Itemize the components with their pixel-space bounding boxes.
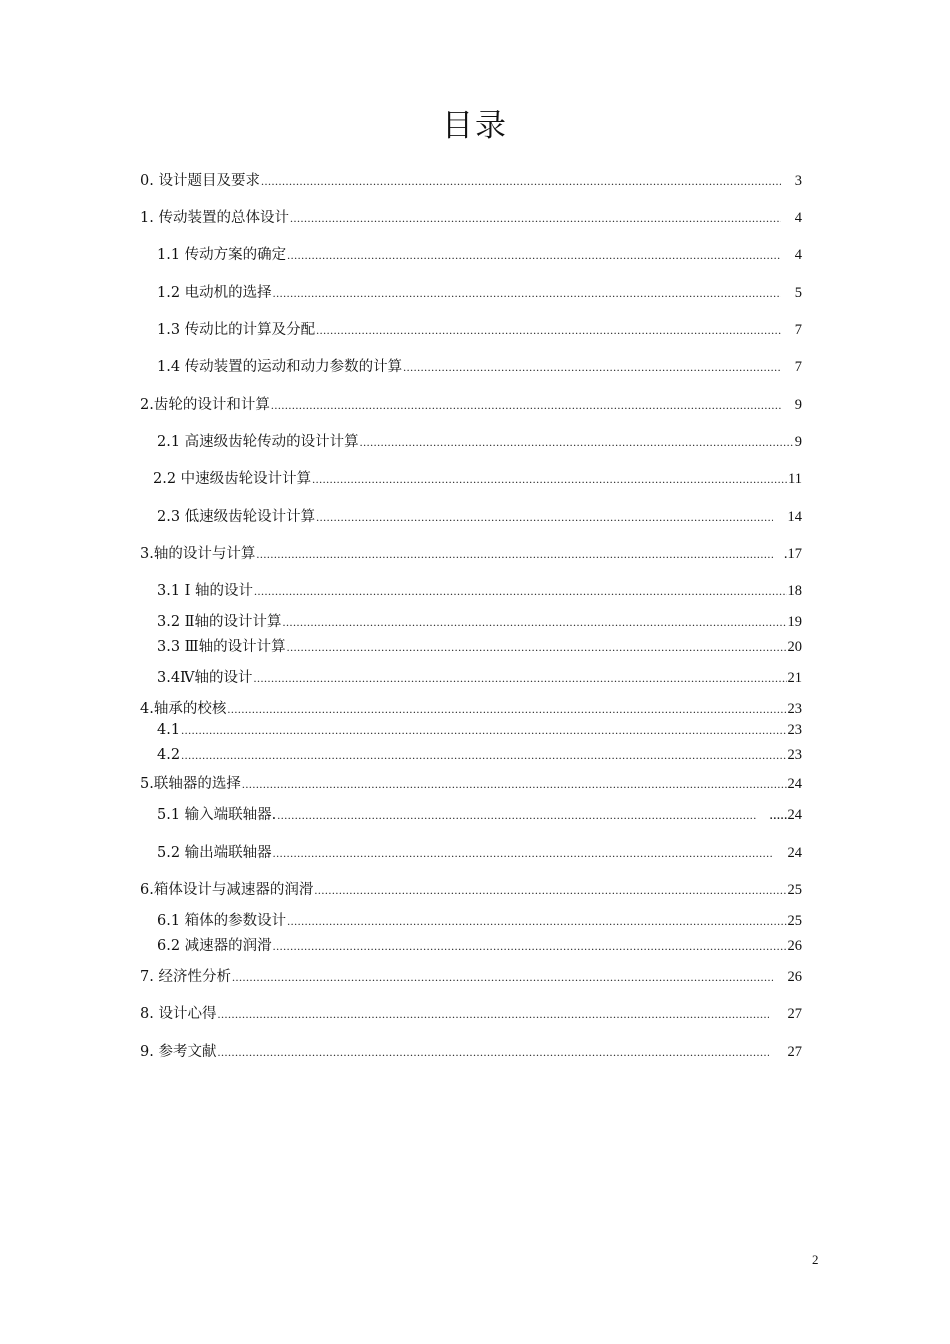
dot-leader xyxy=(287,640,787,655)
dot-leader xyxy=(316,510,773,525)
toc-entry-page: .17 xyxy=(783,546,802,562)
toc-entry-label: 1. 传动装置的总体设计 xyxy=(140,210,289,226)
toc-entry-label: 1.1 传动方案的确定 xyxy=(157,247,287,263)
dot-leader xyxy=(316,323,781,338)
dot-leader xyxy=(217,1045,769,1060)
toc-entry-page: 27 xyxy=(787,1006,802,1022)
dot-leader xyxy=(360,435,794,450)
toc-entry-label: 9. 参考文献 xyxy=(140,1044,217,1060)
dot-leader xyxy=(314,883,786,898)
dot-leader xyxy=(271,398,781,413)
toc-entry-label: 3.4Ⅳ轴的设计 xyxy=(157,670,253,686)
toc-entry-page: 26 xyxy=(787,969,802,985)
dot-leader xyxy=(287,914,786,929)
toc-entry[interactable] xyxy=(157,355,802,375)
toc-entry[interactable] xyxy=(157,610,802,630)
dot-leader xyxy=(312,472,787,487)
dot-leader xyxy=(277,808,757,823)
toc-entry[interactable] xyxy=(157,841,802,861)
toc-entry-label: 5.联轴器的选择 xyxy=(140,776,241,792)
toc-entry[interactable] xyxy=(157,722,802,742)
dot-leader xyxy=(181,748,786,763)
toc-entry[interactable] xyxy=(140,697,802,717)
toc-entry-label: 2.3 低速级齿轮设计计算 xyxy=(157,509,316,525)
toc-entry-label: 6.2 减速器的润滑 xyxy=(157,938,272,954)
toc-entry[interactable] xyxy=(157,243,802,263)
toc-entry-label: 6.1 箱体的参数设计 xyxy=(157,913,287,929)
dot-leader xyxy=(256,547,773,562)
toc-entry-page: 26 xyxy=(787,938,802,954)
toc-entry-label: 5.1 输入端联轴器. xyxy=(157,807,277,823)
toc-entry[interactable] xyxy=(140,878,802,898)
toc-entry-page: 14 xyxy=(787,509,802,525)
page-number: 2 xyxy=(812,1252,819,1267)
toc-entry-label: 3.2 Ⅱ轴的设计计算 xyxy=(157,614,282,630)
toc-entry[interactable] xyxy=(157,909,802,929)
toc-entry-page: 3 xyxy=(794,173,802,189)
toc-entry-label: 2.齿轮的设计和计算 xyxy=(140,397,270,413)
dot-leader xyxy=(254,584,786,599)
toc-entry-page: 24 xyxy=(787,845,802,861)
toc-entry[interactable] xyxy=(140,206,802,226)
toc-entry[interactable] xyxy=(153,467,802,487)
toc-entry[interactable] xyxy=(140,772,802,792)
dot-leader xyxy=(254,671,787,686)
toc-entry-page: 23 xyxy=(787,747,802,763)
toc-entry-label: 2.1 高速级齿轮传动的设计计算 xyxy=(157,434,359,450)
toc-entry-label: 3.轴的设计与计算 xyxy=(140,546,256,562)
toc-entry-page: 20 xyxy=(787,639,802,655)
toc-entry-page: 24 xyxy=(787,776,802,792)
toc-entry[interactable] xyxy=(157,318,802,338)
toc-entry-label: 1.2 电动机的选择 xyxy=(157,285,272,301)
toc-entry-label: 1.4 传动装置的运动和动力参数的计算 xyxy=(157,359,403,375)
toc-entry[interactable] xyxy=(157,635,802,655)
toc-entry-page: 23 xyxy=(787,701,802,717)
toc-entry-label: 1.3 传动比的计算及分配 xyxy=(157,322,316,338)
toc-entry-label: 8. 设计心得 xyxy=(140,1006,217,1022)
toc-entry[interactable] xyxy=(157,281,802,301)
toc-entry-page: 11 xyxy=(788,471,802,487)
toc-entry[interactable] xyxy=(157,747,802,767)
toc-entry-label: 5.2 输出端联轴器 xyxy=(157,845,272,861)
dot-leader xyxy=(273,939,787,954)
toc-entry-label: 4.1 xyxy=(157,722,181,738)
toc-entry-page: .....24 xyxy=(769,807,802,823)
toc-entry-page: 9 xyxy=(794,434,802,450)
toc-entry-label: 4.轴承的校核 xyxy=(140,701,227,717)
toc-entry-page: 25 xyxy=(787,913,802,929)
toc-entry-label: 3.1 Ⅰ 轴的设计 xyxy=(157,583,254,599)
toc-entry-page: 27 xyxy=(787,1044,802,1060)
toc-entry-label: 2.2 中速级齿轮设计计算 xyxy=(153,471,312,487)
toc-entry-label: 7. 经济性分析 xyxy=(140,969,231,985)
dot-leader xyxy=(403,360,781,375)
dot-leader xyxy=(290,211,781,226)
dot-leader xyxy=(273,286,781,301)
toc-entry-page: 9 xyxy=(794,397,802,413)
toc-entry[interactable] xyxy=(140,965,802,985)
toc-entry-page: 23 xyxy=(787,722,802,738)
toc-entry-label: 3.3 Ⅲ轴的设计计算 xyxy=(157,639,286,655)
toc-entry-page: 25 xyxy=(787,882,802,898)
toc-entry[interactable] xyxy=(140,542,802,562)
toc-entry[interactable] xyxy=(140,169,802,189)
toc-entry-label: 6.箱体设计与减速器的润滑 xyxy=(140,882,314,898)
toc-entry-page: 5 xyxy=(794,285,802,301)
toc-entry[interactable] xyxy=(157,803,802,823)
toc-entry-label: 0. 设计题目及要求 xyxy=(140,173,260,189)
toc-entry-page: 18 xyxy=(787,583,802,599)
dot-leader xyxy=(232,970,773,985)
dot-leader xyxy=(242,777,787,792)
toc-entry[interactable] xyxy=(157,666,802,686)
toc-entry[interactable] xyxy=(140,393,802,413)
dot-leader xyxy=(227,702,786,717)
page-title: 目录 xyxy=(442,108,508,144)
dot-leader xyxy=(261,174,781,189)
toc-entry-page: 7 xyxy=(794,359,802,375)
dot-leader xyxy=(273,846,773,861)
toc-entry[interactable] xyxy=(140,1002,802,1022)
dot-leader xyxy=(283,615,787,630)
dot-leader xyxy=(217,1007,769,1022)
toc-entry-label: 4.2 xyxy=(157,747,181,763)
toc-entry-page: 4 xyxy=(794,247,802,263)
toc-entry-page: 4 xyxy=(794,210,802,226)
toc-entry[interactable] xyxy=(140,1040,802,1060)
toc-entry-page: 7 xyxy=(794,322,802,338)
dot-leader xyxy=(181,723,786,738)
toc-entry[interactable] xyxy=(157,579,802,599)
toc-entry[interactable] xyxy=(157,505,802,525)
toc-entry[interactable] xyxy=(157,430,802,450)
toc-entry-page: 19 xyxy=(787,614,802,630)
dot-leader xyxy=(287,248,781,263)
toc-entry[interactable] xyxy=(157,934,802,954)
toc-entry-page: 21 xyxy=(787,670,802,686)
